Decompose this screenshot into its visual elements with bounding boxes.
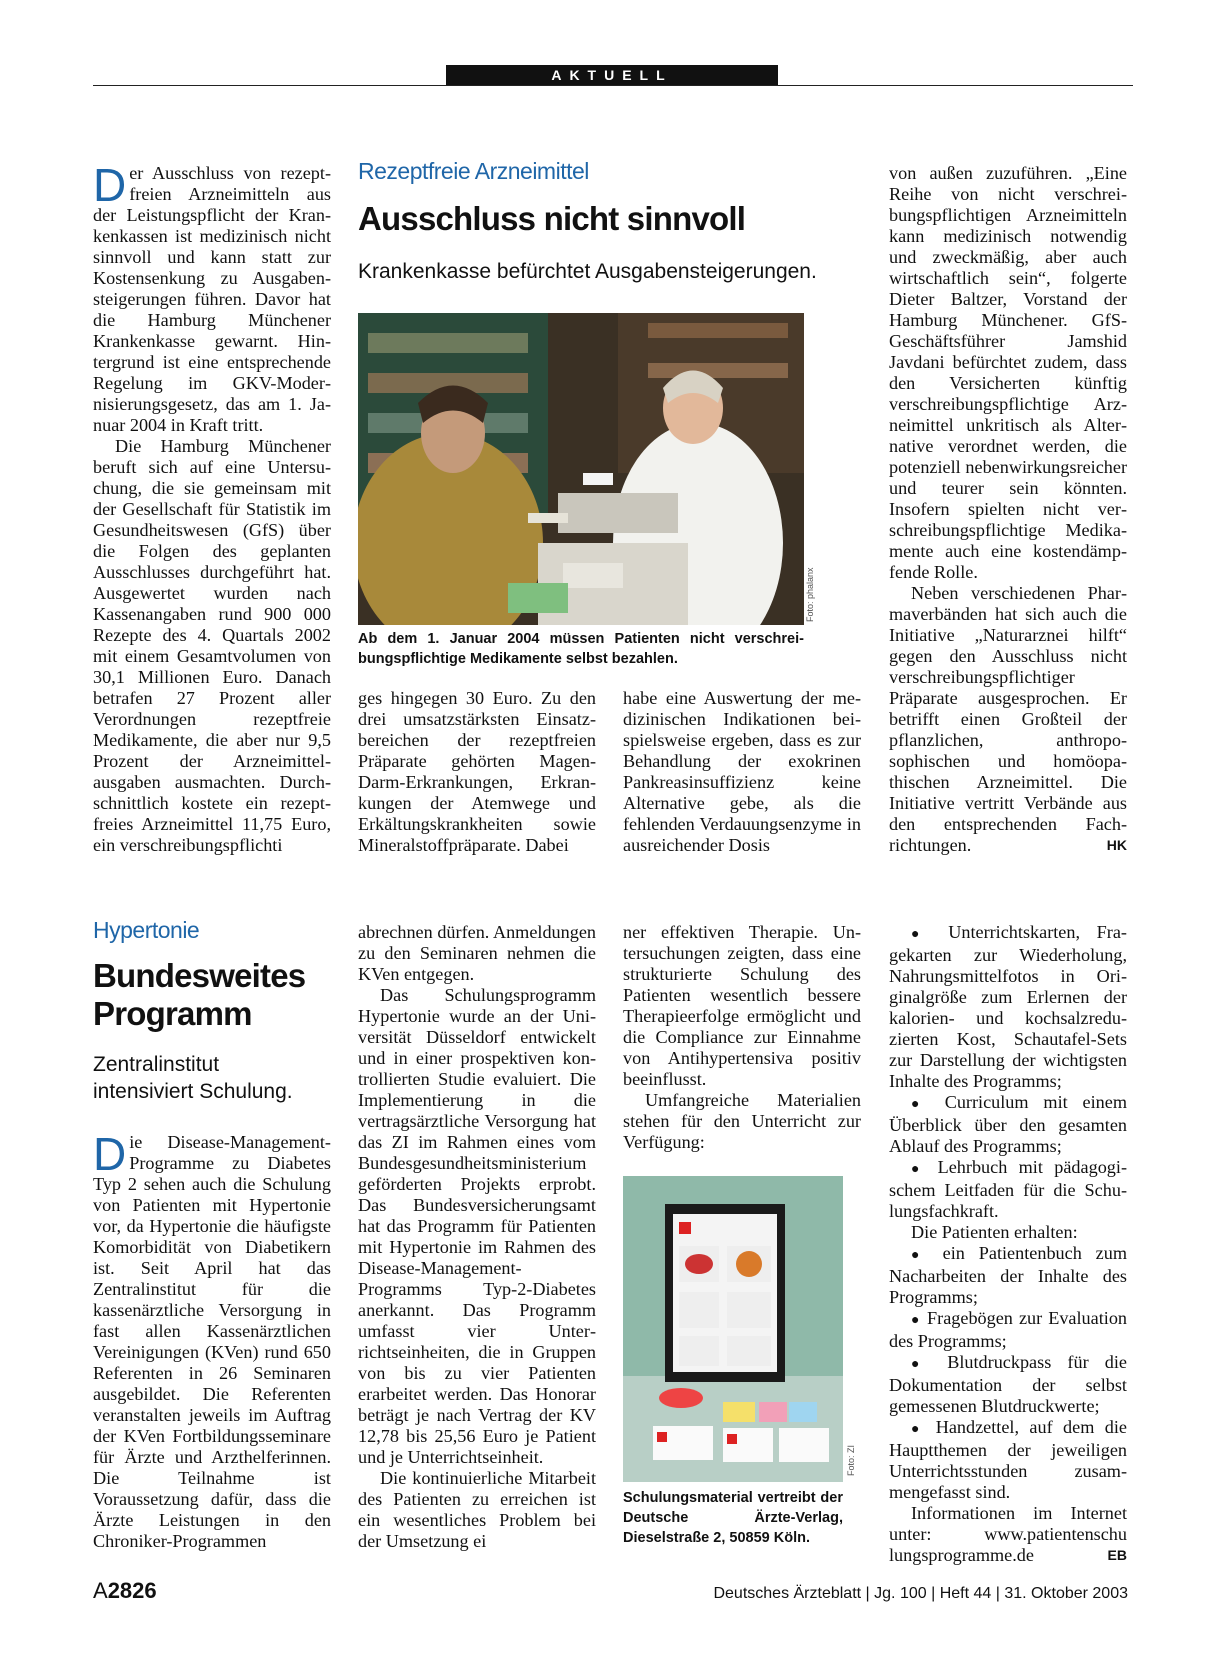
article2-column-4 bbox=[889, 922, 1127, 1566]
subline-line: intensiviert Schulung. bbox=[93, 1080, 293, 1103]
body-text: ges hingegen 30 Euro. Zu den drei umsatzstärksten Einsatzbereichen der rezeptfreien Präparate gehörten Magen-Darm-Erkrankungen, Erkrankungen der Atemwege und Erkältungskrankheiten sowie Mineralstoffpräparate. Dabei bbox=[358, 688, 596, 855]
article1-column-4 bbox=[889, 163, 1127, 856]
list-item bbox=[889, 1417, 1127, 1503]
bullet-icon: ● bbox=[911, 1162, 927, 1177]
article2-headline bbox=[93, 957, 333, 1033]
body-text: Das Schulungsprogramm Hypertonie wurde an der Universität Düsseldorf entwickelt und in einer prospektiven kontrollierten Studie evaluiert. Die Implementierung in die vertragsärztliche Versorgung hat das ZI im Rahmen eines vom Bundesgesundheitsministerium geförderten Projekts erprobt. Das Bundesversicherungsamt hat das Programm für Patienten mit Hypertonie im Rahmen des Disease-Management-Programms Typ-2-Diabetes anerkannt. Das Programm umfasst vier Unterrichtseinheiten, die in Gruppen von bis zu vier Patienten erarbeitet werden. Das Honorar beträgt je nach Vertrag der KV 12,78 bis 25,56 Euro je Patient und je Unterrichtseinheit. bbox=[358, 985, 596, 1467]
article1-column-2 bbox=[358, 688, 596, 856]
dropcap: D bbox=[93, 1128, 127, 1180]
list-item bbox=[889, 1308, 1127, 1352]
body-text: Umfangreiche Materialien stehen für den Unterricht zur Verfügung: bbox=[623, 1090, 861, 1152]
footer-separator: | bbox=[931, 1585, 936, 1602]
body-text: Die Hamburg Münchener beruft sich auf eine Untersuchung, die sie gemeinsam mit der Gesellschaft für Statistik im Gesundheitswesen (GfS) über die Folgen des geplanten Ausschlusses durchgeführt hat. Ausgewertet wurden nach Kassenangaben rund 900 000 Rezepte des 4. Quartals 2002 mit einem Gesamtvolumen von 30,1 Millionen Euro. Danach betrafen 27 Prozent aller Verordnungen rezeptfreie Medikamente, die aber nur 9,5 Prozent der Arzneimittelausgaben ausmachten. Durchschnittlich kostete ein rezeptfreies Arzneimittel 11,75 Euro, ein verschreibungspflichti bbox=[93, 436, 331, 855]
subline-line: Zentralinstitut bbox=[93, 1053, 220, 1076]
author-signature: EB bbox=[1107, 1547, 1127, 1563]
article1-column-1 bbox=[93, 159, 331, 856]
headline-line: Bundesweites bbox=[93, 957, 306, 994]
photo-credit: Foto: ZI bbox=[846, 1444, 856, 1476]
body-text: er Ausschluss von rezeptfreien Arzneimitteln aus der Leistungspflicht der Krankenkassen ist medizinisch nicht sinnvoll und kann statt zur Kostensenkung zu Ausgabensteigerungen führen. Davor hat die Hamburg Münchener Krankenkasse gewarnt. Hintergrund ist eine entsprechende Regelung im GKV-Modernisierungsgesetz, das am 1. Januar 2004 in Kraft tritt. bbox=[93, 163, 331, 435]
list-item bbox=[889, 1092, 1127, 1157]
body-text: habe eine Auswertung der medizinischen Indikationen beispielsweise ergeben, dass es zur Behandlung der exokrinen Pankreasinsuffizienz keine Alternative gebe, als die fehlenden Verdauungsenzyme in ausreichender Dosis bbox=[623, 688, 861, 855]
photo-credit: Foto: phalanx bbox=[805, 567, 815, 622]
article2-column-1 bbox=[93, 1128, 331, 1552]
bullet-icon: ● bbox=[911, 1248, 929, 1263]
list-item bbox=[889, 922, 1127, 1092]
article2-column-2 bbox=[358, 922, 596, 1552]
headline-line: Programm bbox=[93, 995, 252, 1032]
article2-kicker: Hypertonie bbox=[93, 917, 200, 943]
training-material-image bbox=[623, 1176, 843, 1482]
bullet-icon: ● bbox=[911, 1097, 930, 1112]
training-material-photo bbox=[623, 1176, 843, 1482]
bullet-icon: ● bbox=[911, 1357, 932, 1372]
journal-issue: Heft 44 bbox=[939, 1585, 992, 1602]
journal-name: Deutsches Ärzteblatt bbox=[713, 1585, 862, 1602]
list-item-text: Handzettel, auf dem die Hauptthemen der jeweiligen Unterrichtsstunden zusammengefasst sind. bbox=[889, 1417, 1127, 1502]
dropcap: D bbox=[93, 159, 127, 211]
page-number bbox=[93, 1578, 157, 1604]
pharmacy-photo bbox=[358, 313, 804, 625]
list-item-text: ein Patientenbuch zum Nacharbeiten der Inhalte des Programms; bbox=[889, 1243, 1127, 1307]
article1-photo-caption: Ab dem 1. Januar 2004 müssen Patienten nicht verschreibungspflichtige Medikamente selbst bezahlen. bbox=[358, 631, 804, 667]
list-item-text: Lehrbuch mit pädagogischem Leitfaden für die Schulungsfachkraft. bbox=[889, 1157, 1127, 1221]
article1-kicker: Rezeptfreie Arzneimittel bbox=[358, 158, 589, 184]
article2-subline bbox=[93, 1051, 333, 1105]
article2-photo-caption: Schulungsmaterial vertreibt der Deutsche Ärzte-Verlag, Dieselstraße 2, 50859 Köln. bbox=[623, 1490, 843, 1546]
article1-headline: Ausschluss nicht sinnvoll bbox=[358, 200, 746, 237]
list-item-text: Unterrichtskarten, Fragekarten zur Wiederholung, Nahrungsmittelfotos in Originalgröße zum Erlernen der kalorien- und kochsalzreduzierten Kost, Schautafel-Sets zur Darstellung der wichtigsten Inhalte des Programms; bbox=[889, 922, 1127, 1091]
footer-separator: | bbox=[865, 1585, 870, 1602]
list-item-text: Curriculum mit einem Überblick über den gesamten Ablauf des Programms; bbox=[889, 1092, 1127, 1156]
page-prefix: A bbox=[93, 1578, 108, 1603]
page-number-value: 2826 bbox=[107, 1578, 157, 1603]
bullet-icon: ● bbox=[911, 1422, 926, 1437]
header-rule bbox=[93, 85, 1133, 86]
body-text: abrechnen dürfen. Anmeldungen zu den Seminaren nehmen die KVen entgegen. bbox=[358, 922, 596, 984]
body-text: Die kontinuierliche Mitarbeit des Patienten zu erreichen ist ein wesentliches Problem bei der Umsetzung ei bbox=[358, 1468, 596, 1551]
body-text: ie Disease-Management-Programme zu Diabetes Typ 2 sehen auch die Schulung von Patienten mit Hypertonie vor, da Hypertonie die häufigste Komorbidität von Diabetikern ist. Seit April hat das Zentralinstitut für die kassenärztliche Versorgung in fast allen Kassenärztlichen Vereinigungen (KVen) rund 650 Referenten in 26 Seminaren ausgebildet. Die Referenten veranstalten jeweils im Auftrag der KVen Fortbildungsseminare für Ärzte und Arzthelferinnen. Die Teilnahme ist Voraussetzung dafür, dass die Ärzte Leistungen in den Chroniker-Programmen bbox=[93, 1132, 331, 1551]
body-text: Die Patienten erhalten: bbox=[911, 1222, 1078, 1242]
journal-footer bbox=[713, 1585, 1128, 1603]
section-tag: AKTUELL bbox=[446, 65, 778, 85]
footer-separator: | bbox=[995, 1585, 1000, 1602]
list-item-text: Blutdruckpass für die Dokumentation der selbst gemessenen Blutdruckwerte; bbox=[889, 1352, 1127, 1416]
list-item bbox=[889, 1157, 1127, 1222]
list-item-text: Fragebögen zur Evaluation des Programms; bbox=[889, 1308, 1128, 1351]
article1-column-3 bbox=[623, 688, 861, 856]
journal-date: 31. Oktober 2003 bbox=[1004, 1585, 1128, 1602]
article1-subline: Krankenkasse befürchtet Ausgabensteigerungen. bbox=[358, 260, 817, 283]
body-text: Informationen im Internet unter: www.patientenschu lungsprogramme.de bbox=[889, 1503, 1127, 1565]
body-text: ner effektiven Therapie. Untersuchungen zeigten, dass eine strukturierte Schulung des Patienten wesentlich bessere Therapieerfolge ermöglicht und die Compliance zur Einnahme von Antihypertensiva positiv beeinflusst. bbox=[623, 922, 861, 1089]
author-signature: HK bbox=[1106, 837, 1127, 853]
bullet-icon: ● bbox=[911, 927, 932, 942]
article2-column-3 bbox=[623, 922, 861, 1153]
body-text: Neben verschiedenen Pharmaverbänden hat sich auch die Initiative „Naturarznei hilft“ gegen den Ausschluss nicht verschreibungspflichtiger Präparate ausgesprochen. Er betrifft einen Großteil der pflanzlichen, anthroposophischen und homöopathischen Arzneimittel. Die Initiative vertritt Verbände aus den entsprechenden Fachrichtungen. bbox=[889, 583, 1127, 855]
bullet-icon: ● bbox=[911, 1313, 921, 1328]
list-item bbox=[889, 1352, 1127, 1417]
body-text: von außen zuzuführen. „Eine Reihe von nicht verschreibungspflichtigen Arzneimitteln kann medizinisch notwendig und zweckmäßig, aber auch wirtschaftlich sein“, folgerte Dieter Baltzer, Vorstand der Hamburg Münchener. GfS-Geschäftsführer Jamshid Javdani befürchtet zudem, dass den Versicherten künftig verschreibungspflichtige Arzneimittel unkritisch als Alternative verordnet werden, die potenziell nebenwirkungsreicher und teurer sein könnten. Insofern spielten nicht verschreibungspflichtige Medikamente auch eine kostendämpfende Rolle. bbox=[889, 163, 1127, 582]
pharmacy-photo-image bbox=[358, 313, 804, 625]
journal-volume: Jg. 100 bbox=[874, 1585, 927, 1602]
list-item bbox=[889, 1243, 1127, 1308]
